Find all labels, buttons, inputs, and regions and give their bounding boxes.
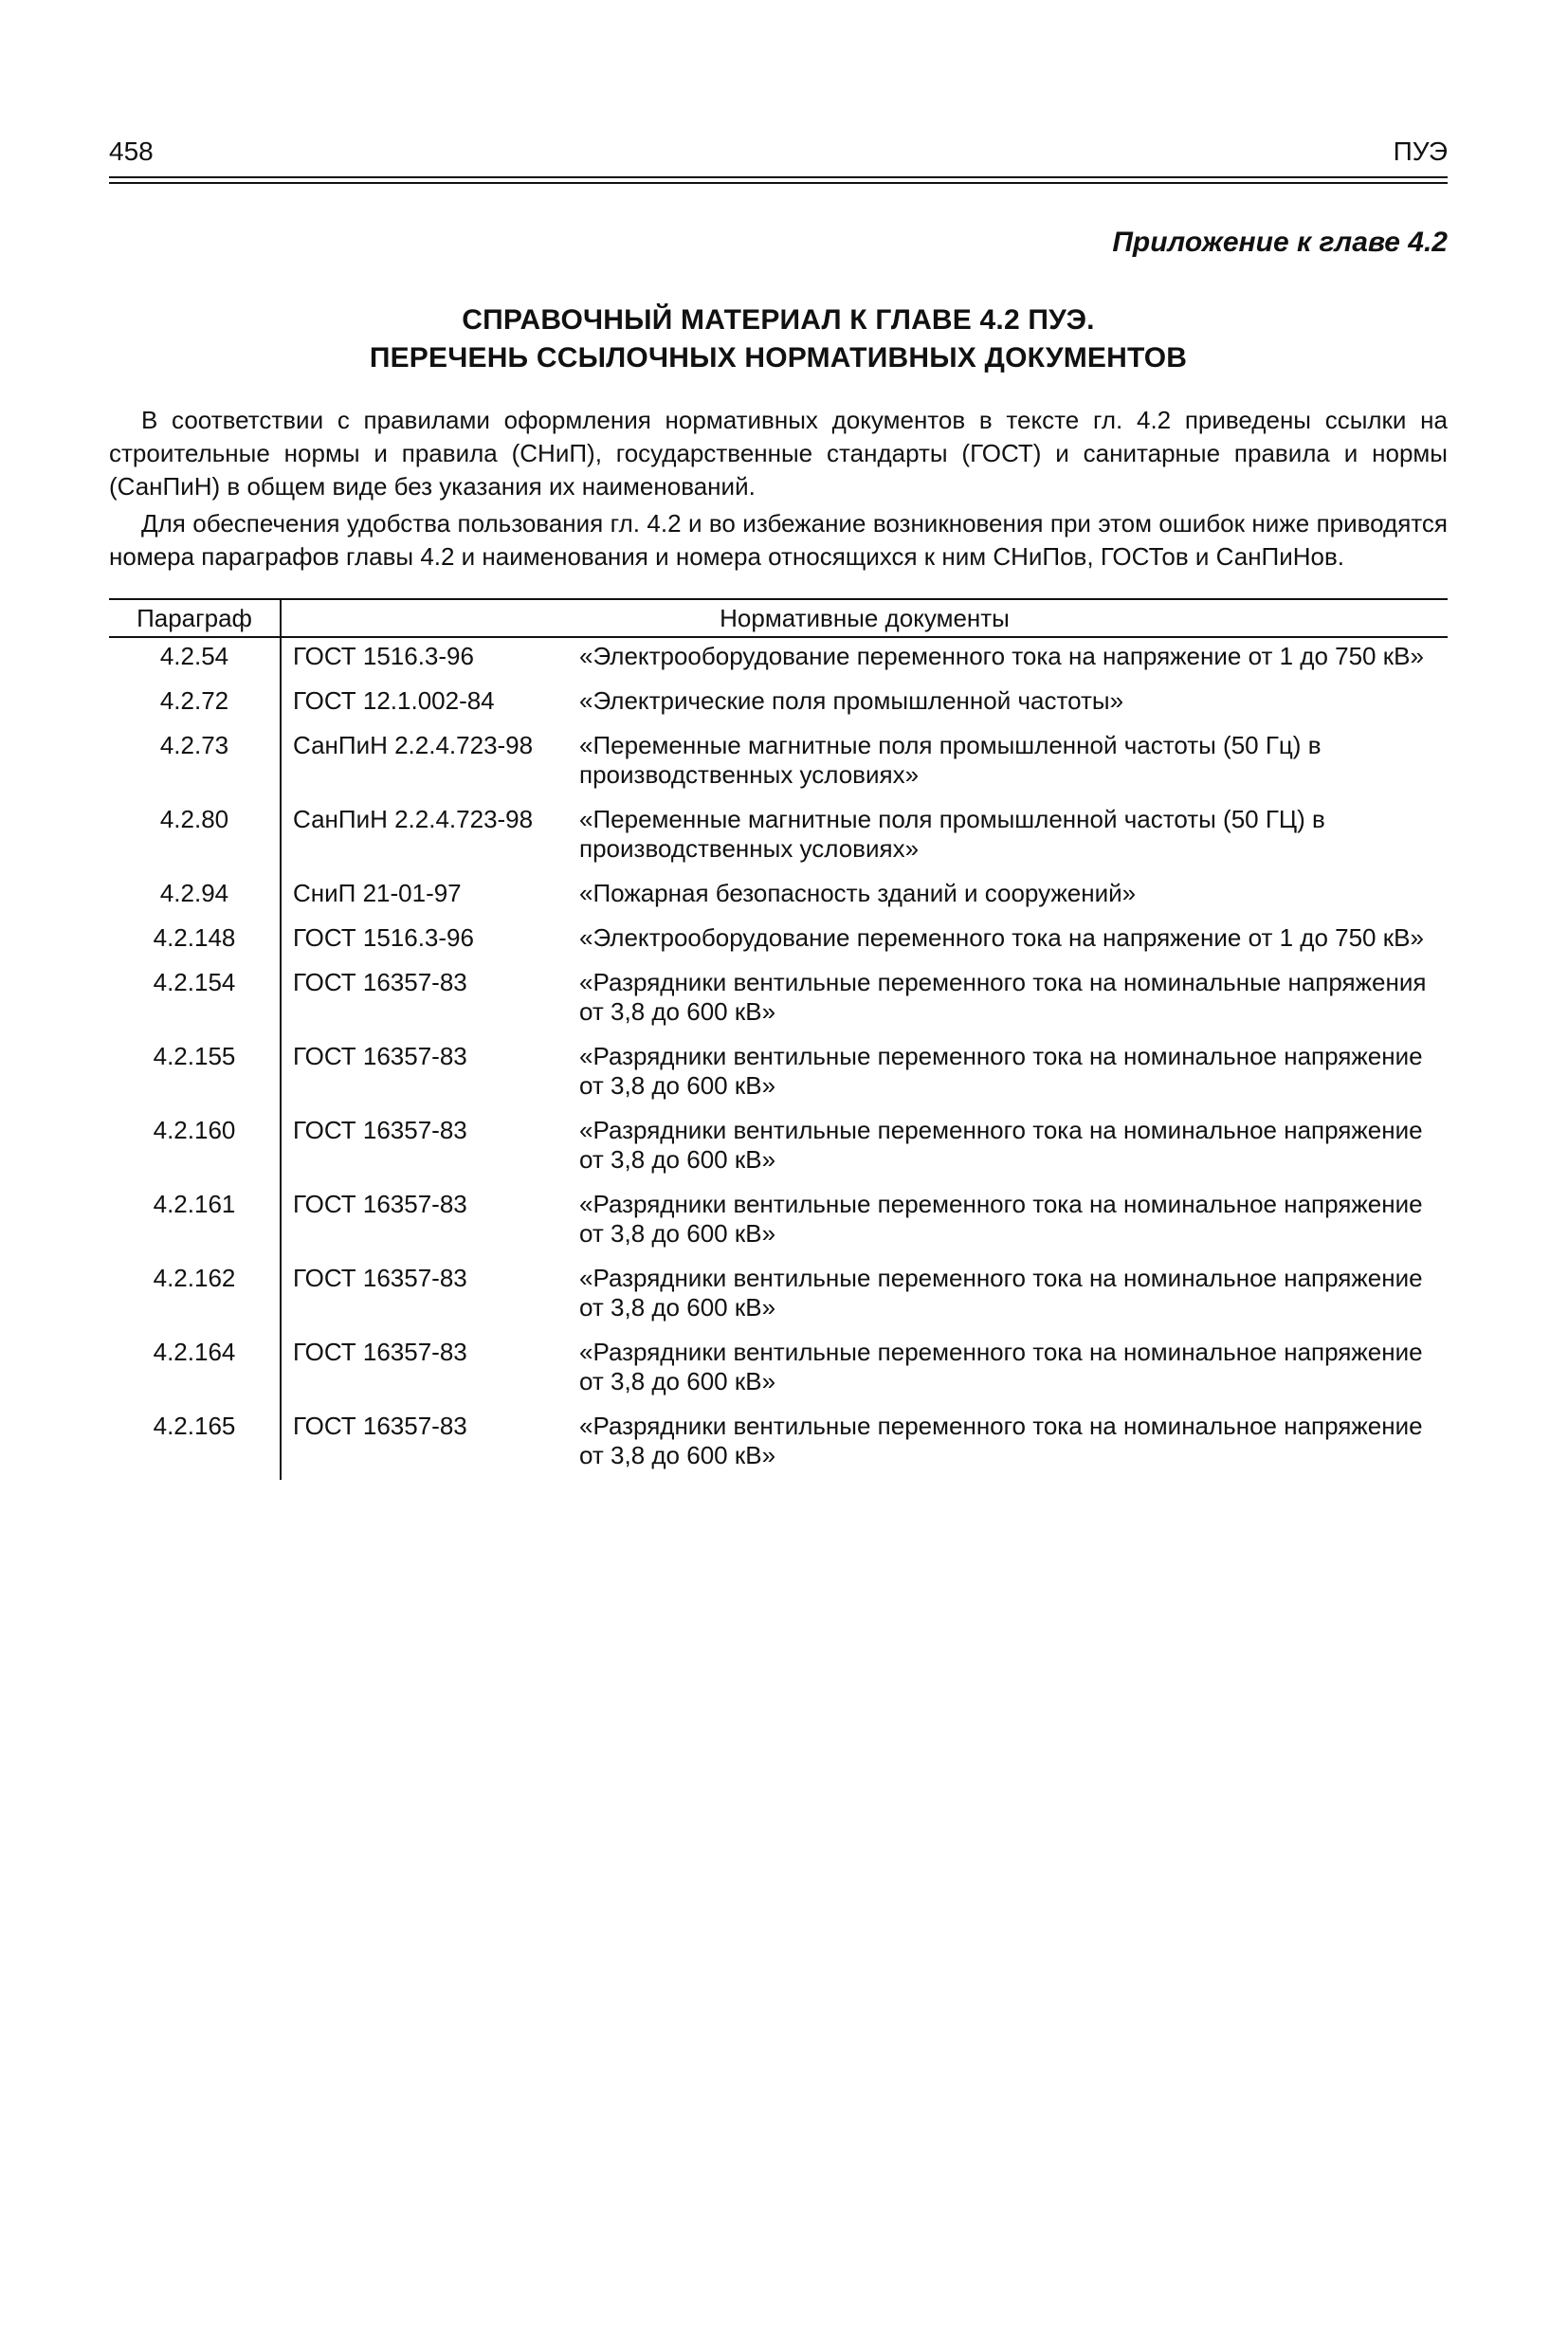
- row-paragraph: 4.2.162: [109, 1258, 281, 1332]
- header-documents: Нормативные документы: [281, 599, 1448, 637]
- row-document-code: ГОСТ 12.1.002-84: [293, 686, 495, 715]
- table-row: [109, 681, 1448, 725]
- usage-paragraph: Для обеспечения удобства пользования гл. 4.2 и во избежание возникновения при этом ошибок ниже приводятся номера параграфов главы 4.2 и наименования и номера относящихся к ним СНиПов, ГОСТов и СанПиНов.: [109, 509, 1448, 571]
- row-paragraph: 4.2.94: [109, 873, 281, 918]
- header-rule: [109, 176, 1448, 178]
- row-document-name: «Переменные магнитные поля промышленной частоты (50 Гц) в производственных условиях»: [579, 731, 1322, 789]
- row-paragraph: 4.2.165: [109, 1406, 281, 1480]
- running-title: ПУЭ: [1393, 137, 1448, 166]
- title-line-1: СПРАВОЧНЫЙ МАТЕРИАЛ К ГЛАВЕ 4.2 ПУЭ.: [462, 304, 1095, 336]
- row-document-code: СанПиН 2.2.4.723-98: [293, 805, 534, 833]
- table-row: [109, 1332, 1448, 1406]
- row-document-code: ГОСТ 16357-83: [293, 1338, 467, 1366]
- header-paragraph: Параграф: [109, 599, 281, 637]
- row-paragraph: 4.2.160: [109, 1110, 281, 1184]
- row-document-name: «Электрические поля промышленной частоты»: [579, 686, 1124, 715]
- table-row: [109, 1036, 1448, 1110]
- table-row: [109, 799, 1448, 873]
- row-paragraph: 4.2.161: [109, 1184, 281, 1258]
- appendix-label: Приложение к главе 4.2: [1112, 227, 1448, 258]
- row-document-code: СанПиН 2.2.4.723-98: [293, 731, 534, 759]
- row-document-code: ГОСТ 1516.3-96: [293, 923, 474, 952]
- row-document-code: ГОСТ 16357-83: [293, 1116, 467, 1144]
- table-row: [109, 962, 1448, 1036]
- row-paragraph: 4.2.154: [109, 962, 281, 1036]
- row-document-name: «Разрядники вентильные переменного тока на номинальные напряжения от 3,8 до 600 кВ»: [579, 968, 1427, 1026]
- section-title: [109, 301, 1448, 377]
- table-row: [109, 1110, 1448, 1184]
- table-row: [109, 1406, 1448, 1480]
- row-paragraph: 4.2.164: [109, 1332, 281, 1406]
- row-document-name: «Электрооборудование переменного тока на напряжение от 1 до 750 кВ»: [579, 642, 1424, 670]
- row-document-name: «Электрооборудование переменного тока на напряжение от 1 до 750 кВ»: [579, 923, 1424, 952]
- row-document-code: ГОСТ 16357-83: [293, 1190, 467, 1218]
- table-row: [109, 1184, 1448, 1258]
- reference-documents-table: [109, 598, 1448, 1480]
- row-paragraph: 4.2.72: [109, 681, 281, 725]
- row-document-name: «Переменные магнитные поля промышленной частоты (50 ГЦ) в производственных условиях»: [579, 805, 1325, 863]
- table-row: [109, 918, 1448, 962]
- row-paragraph: 4.2.54: [109, 637, 281, 681]
- row-document-code: СниП 21-01-97: [293, 879, 462, 907]
- table-row: [109, 725, 1448, 799]
- table-body: [109, 637, 1448, 1480]
- row-document-code: ГОСТ 1516.3-96: [293, 642, 474, 670]
- book-page: [109, 133, 1448, 1480]
- row-document-code: ГОСТ 16357-83: [293, 968, 467, 996]
- row-paragraph: 4.2.155: [109, 1036, 281, 1110]
- row-document-name: «Разрядники вентильные переменного тока на номинальное напряжение от 3,8 до 600 кВ»: [579, 1042, 1423, 1100]
- header-rule-double: [109, 182, 1448, 184]
- intro-paragraph: В соответствии с правилами оформления нормативных документов в тексте гл. 4.2 приведены ссылки на строительные нормы и правила (СНиП), государственные стандарты (ГОСТ) и санитарные правила и нормы (СанПиН) в общем виде без указания их наименований.: [109, 406, 1448, 501]
- row-document-code: ГОСТ 16357-83: [293, 1264, 467, 1292]
- row-document-name: «Разрядники вентильные переменного тока на номинальное напряжение от 3,8 до 600 кВ»: [579, 1116, 1423, 1174]
- page-number: 458: [109, 137, 154, 166]
- row-paragraph: 4.2.148: [109, 918, 281, 962]
- row-document-name: «Разрядники вентильные переменного тока на номинальное напряжение от 3,8 до 600 кВ»: [579, 1338, 1423, 1395]
- table-row: [109, 1258, 1448, 1332]
- row-document-code: ГОСТ 16357-83: [293, 1412, 467, 1440]
- running-header: [109, 133, 1448, 176]
- row-document-name: «Пожарная безопасность зданий и сооружений»: [579, 879, 1137, 907]
- row-document-name: «Разрядники вентильные переменного тока на номинальное напряжение от 3,8 до 600 кВ»: [579, 1264, 1423, 1322]
- table-row: [109, 873, 1448, 918]
- table-row: [109, 637, 1448, 681]
- row-paragraph: 4.2.80: [109, 799, 281, 873]
- row-document-name: «Разрядники вентильные переменного тока на номинальное напряжение от 3,8 до 600 кВ»: [579, 1190, 1423, 1248]
- row-document-code: ГОСТ 16357-83: [293, 1042, 467, 1070]
- row-paragraph: 4.2.73: [109, 725, 281, 799]
- row-document-name: «Разрядники вентильные переменного тока на номинальное напряжение от 3,8 до 600 кВ»: [579, 1412, 1423, 1469]
- table-header-row: [109, 599, 1448, 637]
- title-line-2: ПЕРЕЧЕНЬ ССЫЛОЧНЫХ НОРМАТИВНЫХ ДОКУМЕНТОВ: [369, 342, 1188, 374]
